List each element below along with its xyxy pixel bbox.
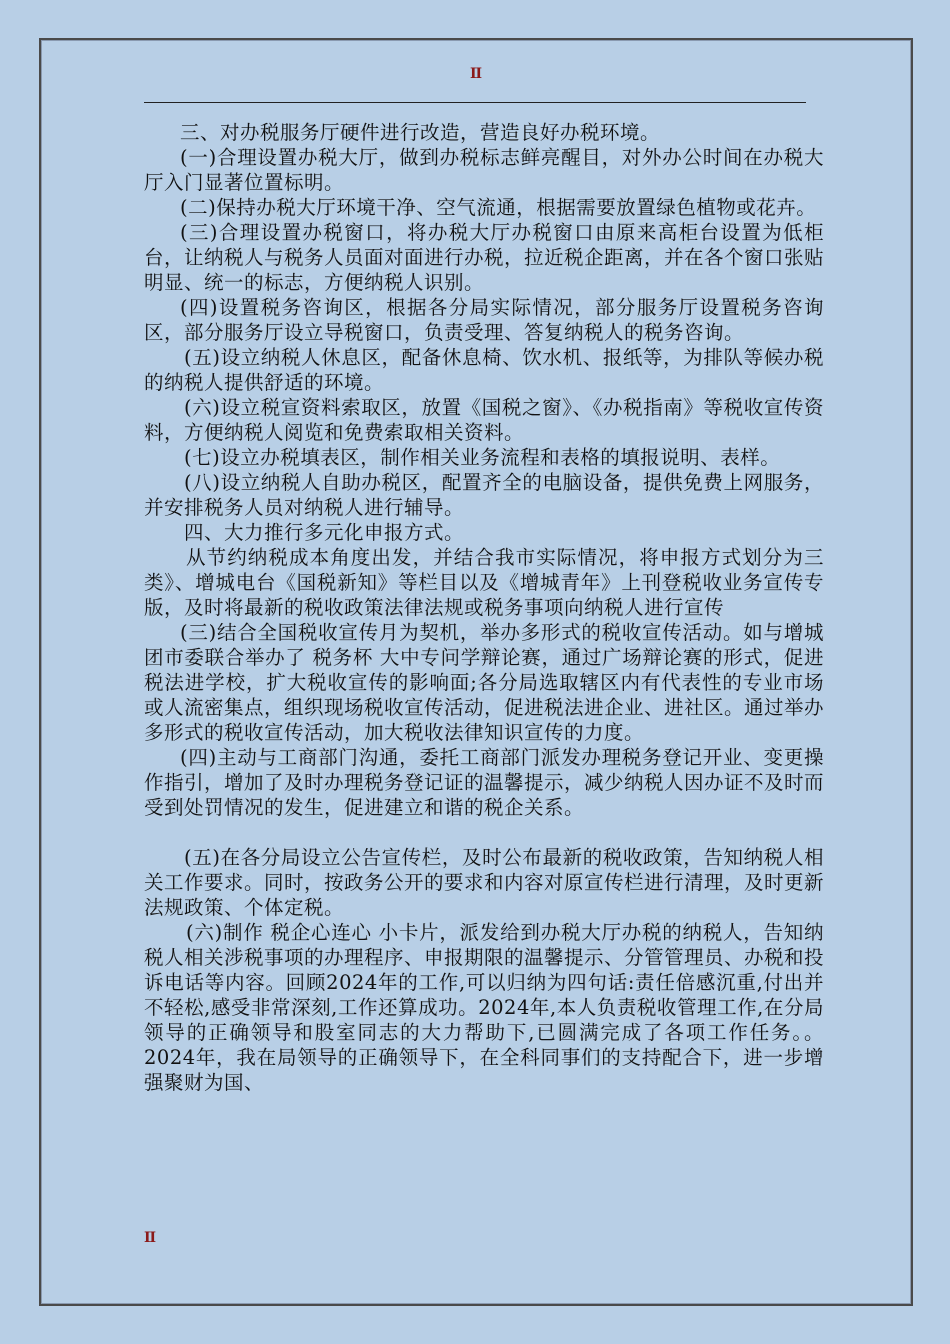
paragraph: (一)合理设置办税大厅，做到办税标志鲜亮醒目，对外办公时间在办税大厅入门显著位置标明。	[144, 146, 824, 194]
paragraph: (三)合理设置办税窗口，将办税大厅办税窗口由原来高柜台设置为低柜台，让纳税人与税务人员面对面进行办税，拉近税企距离，并在各个窗口张贴明显、统一的标志，方便纳税人识别。	[144, 221, 825, 294]
paragraph: (二)保持办税大厅环境干净、空气流通，根据需要放置绿色植物或花卉。	[180, 196, 817, 219]
document-body	[144, 120, 824, 1095]
footer-mark: II	[144, 1230, 156, 1246]
paragraph: (五)设立纳税人休息区，配备休息椅、饮水机、报纸等，为排队等候办税的纳税人提供舒适的环境。	[144, 346, 824, 394]
paragraph: (八)设立纳税人自助办税区，配置齐全的电脑设备，提供免费上网服务，并安排税务人员对纳税人进行辅导。	[144, 471, 824, 519]
section-heading: 四、大力推行多元化申报方式。	[184, 521, 465, 544]
paragraph: (五)在各分局设立公告宣传栏，及时公布最新的税收政策，告知纳税人相关工作要求。同时，按政务公开的要求和内容对原宣传栏进行清理，及时更新法规政策、个体定税。	[144, 846, 825, 919]
paragraph: (四)设置税务咨询区，根据各分局实际情况，部分服务厅设置税务咨询区，部分服务厅设立导税窗口，负责受理、答复纳税人的税务咨询。	[144, 296, 824, 344]
header-mark: II	[470, 66, 482, 82]
paragraph: 从节约纳税成本角度出发，并结合我市实际情况，将申报方式划分为三类》、增城电台《国税新知》等栏目以及《增城青年》上刊登税收业务宣传专版，及时将最新的税收政策法律法规或税务事项向纳税人进行宣传	[144, 546, 824, 619]
paragraph: 三、对办税服务厅硬件进行改造，营造良好办税环境。	[180, 121, 661, 144]
blank-line	[144, 820, 824, 845]
paragraph: (七)设立办税填表区，制作相关业务流程和表格的填报说明、表样。	[184, 446, 781, 469]
paragraph: (四)主动与工商部门沟通，委托工商部门派发办理税务登记开业、变更操作指引，增加了及时办理税务登记证的温馨提示，减少纳税人因办证不及时而受到处罚情况的发生，促进建立和谐的税企关系。	[144, 746, 825, 819]
paragraph: (六)制作 税企心连心 小卡片，派发给到办税大厅办税的纳税人，告知纳税人相关涉税事项的办理程序、申报期限的温馨提示、分管管理员、办税和投诉电话等内容。回顾2024年的工作,可以归纳为四句话:责任倍感沉重,付出并不轻松,感受非常深刻,工作还算成功。2024年,本人负责税收管理工作,在分局领导的正确领导和股室同志的大力帮助下,已圆满完成了各项工作任务。。2024年，我在局领导的正确领导下，在全科同事们的支持配合下，进一步增强聚财为国、	[144, 921, 825, 1094]
paragraph: (六)设立税宣资料索取区，放置《国税之窗》、《办税指南》等税收宣传资料，方便纳税人阅览和免费索取相关资料。	[144, 396, 824, 444]
header-rule	[144, 102, 806, 103]
paragraph: (三)结合全国税收宣传月为契机，举办多形式的税收宣传活动。如与增城团市委联合举办了 税务杯 大中专问学辩论赛，通过广场辩论赛的形式，促进税法进学校，扩大税收宣传的影响面;各分局选取辖区内有代表性的专业市场或人流密集点，组织现场税收宣传活动，促进税法进企业、进社区。通过举办多形式的税收宣传活动，加大税收法律知识宣传的力度。	[144, 621, 825, 744]
